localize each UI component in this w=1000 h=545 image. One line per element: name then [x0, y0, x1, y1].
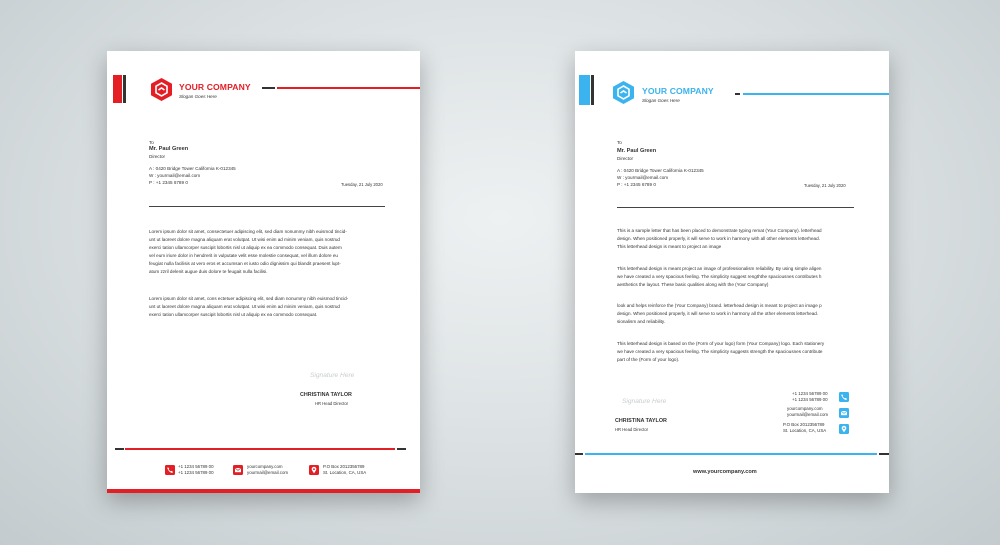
recipient-title: Director: [617, 156, 634, 161]
header-red-block: [113, 75, 122, 103]
letter-date: Tuesday, 21 July 2020: [804, 183, 846, 188]
body-paragraph-1: This is a sample letter that has been placed to demonstrate typing remat (Your Company). letterhead design. When positioned properly, it will serve to work in harmony with all other elements letterhead. This letterhead design is meant to project an image: [617, 228, 822, 249]
header-blue-block: [579, 75, 590, 105]
signer-title: HR Head Director: [615, 427, 649, 432]
signature-placeholder: Signature Here: [310, 372, 355, 379]
signer-name: CHRISTINA TAYLOR: [300, 392, 352, 398]
footer-location: St. Location, CA, USA: [323, 470, 367, 475]
footer-site: yourcompany.com: [247, 464, 283, 469]
signer-title: HR Head Director: [315, 401, 349, 406]
location-pin-icon: [839, 424, 849, 434]
location-pin-icon: [309, 465, 319, 475]
body-paragraph-3: look and helps reinforce the (Your Company) brand. letterhead design is meant to project an image p design. When positioned properly, it will serve to work in harmony all the other elements letterhead. sionalism and reliability.: [617, 303, 822, 324]
recipient-name: Mr. Paul Green: [617, 148, 657, 154]
signer-name: CHRISTINA TAYLOR: [615, 418, 667, 424]
company-name: YOUR COMPANY: [642, 86, 714, 96]
bottom-bar-red: [107, 489, 420, 493]
recipient-name: Mr. Paul Green: [149, 146, 189, 152]
footer-line-dark-left: [575, 453, 583, 455]
footer-line-dark-left: [115, 448, 124, 450]
recipient-address: A : 0420 Bridge Tower California K-012345: [149, 166, 236, 171]
letterhead-red: [107, 51, 420, 493]
contact-phone-1: +1 1234 56789 00: [792, 391, 828, 396]
contact-site: yourcompany.com: [787, 406, 823, 411]
footer-mail: yourmail@email.com: [247, 470, 289, 475]
contact-po-box: P.O Box 2012356789: [783, 422, 825, 427]
letterhead-blue: [575, 51, 889, 493]
header-dark-block: [123, 75, 126, 103]
body-paragraph-1: Lorem ipsum dolor sit amet, consectetuer adipiscing elit, sed diam nonummy nibh euismod tincid- unt ut laoreet dolore magna aliquam erat volutpat. Ut wisi enim ad minim veniam, quis nostrud exerci tation ullamcorper suscipit lobortis nisl ut aliquip ex ea commodo consequat. Duis autem vel eum iriure dolor in hendrerit in vulputate velit esse molestie consequat, vel illum dolore eu feugiat nulla facilisis at vero eros et accumsan et iusto odio dignissim qui blandit praesent lupt- atum zzril delenit augue duis dolore te feugait nulla facilisi.: [149, 229, 347, 274]
footer-line-blue: [585, 453, 877, 455]
footer-line-red: [125, 448, 395, 450]
header-line-dark: [735, 93, 740, 95]
recipient-phone: P : +1 2345 6789 0: [149, 180, 188, 185]
letter-date: Tuesday, 21 July 2020: [341, 182, 383, 187]
hexagon-logo-icon: [613, 81, 634, 104]
footer-phone-1: +1 1234 56789 00: [178, 464, 214, 469]
footer-line-dark-right: [879, 453, 889, 455]
signature-placeholder: Signature Here: [622, 398, 667, 405]
hexagon-logo-icon: [151, 78, 172, 101]
recipient-web: W : yourmail@email.com: [149, 173, 201, 178]
phone-icon: [165, 465, 175, 475]
header-dark-block: [591, 75, 594, 105]
recipient-phone: P : +1 2345 6789 0: [617, 182, 656, 187]
divider-line: [617, 207, 854, 208]
contact-location: St. Location, CA, USA: [783, 428, 827, 433]
recipient-address: A : 0420 Bridge Tower California K-012345: [617, 168, 704, 173]
footer-po-box: P.O Box 2012356789: [323, 464, 365, 469]
header-line-red: [277, 87, 420, 89]
body-paragraph-2: Lorem ipsum dolor sit amet, cons ectetuer adipiscing elit, sed diam nonummy nibh euismod tincid- unt ut laoreet dolore magna aliquam erat volutpat. Ut wisi enim ad minim veniam, quis nostrud exerci tation ullamcorper suscipit lobortis nisl ut aliquip ex ea commodo consequat.: [149, 296, 349, 317]
recipient-web: W : yourmail@email.com: [617, 175, 669, 180]
to-label: To: [617, 140, 622, 145]
header-line-blue: [743, 93, 889, 95]
phone-icon: [839, 392, 849, 402]
contact-phone-2: +1 1234 56789 00: [792, 397, 828, 402]
footer-website: www.yourcompany.com: [693, 469, 757, 475]
body-paragraph-4: This letterhead design is based on the (Form of your logo) form (Your Company) logo. Each stationery we have created a very spacious feeling. The simplicity suggests strength the spaciousnes contribute part of the (Form of your logo).: [617, 341, 825, 362]
divider-line: [149, 206, 385, 207]
company-slogan: Slogan Goes Here: [179, 94, 217, 99]
to-label: To: [149, 140, 154, 145]
contact-mail: yourmail@email.com: [787, 412, 829, 417]
company-slogan: Slogan Goes Here: [642, 98, 680, 103]
mail-icon: [233, 465, 243, 475]
body-paragraph-2: This letterhead design is meant project an image of professionalism reliability. By using simple aligen we have created a very spacious feeling. The simplicity suggest rengththe spaciousnes contributes h aesthetics the layout. These basic qualities along with the (Your Company): [617, 266, 822, 287]
company-name: YOUR COMPANY: [179, 82, 251, 92]
header-line-dark: [262, 87, 275, 89]
recipient-title: Director: [149, 154, 166, 159]
footer-phone-2: +1 1234 56789 00: [178, 470, 214, 475]
footer-line-dark-right: [397, 448, 406, 450]
mail-icon: [839, 408, 849, 418]
